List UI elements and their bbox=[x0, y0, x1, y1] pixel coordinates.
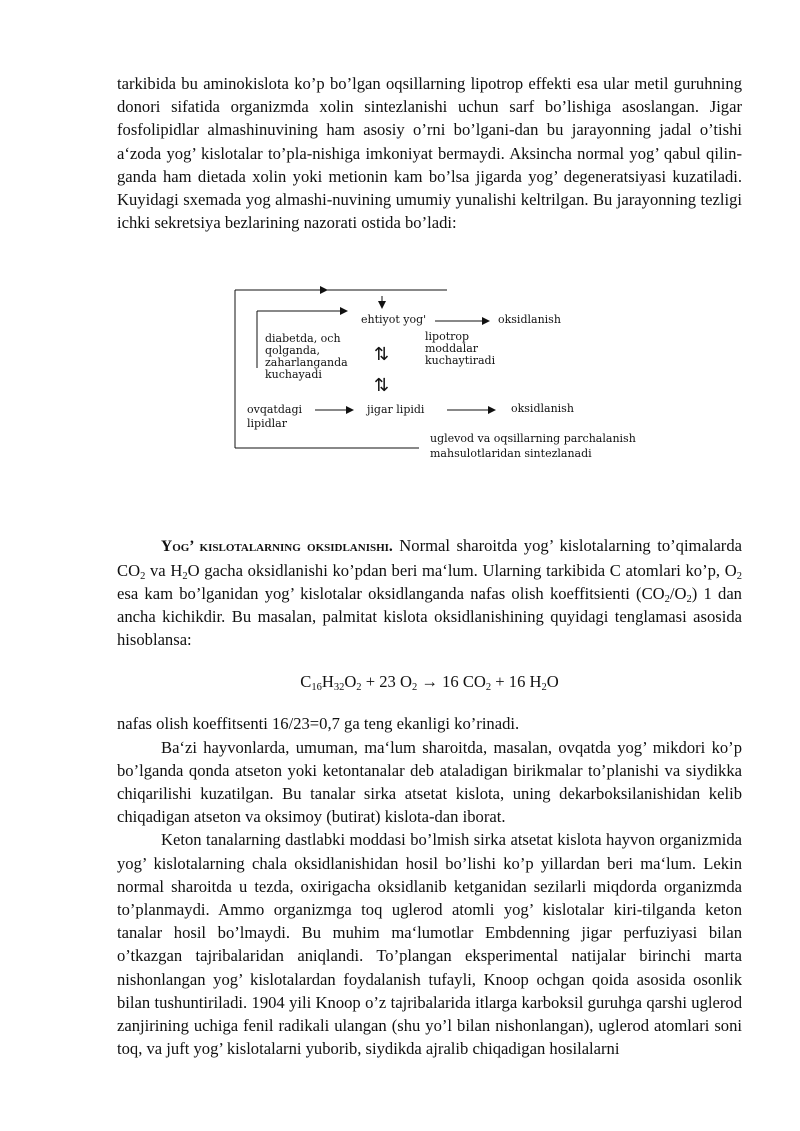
section-text-e: /O bbox=[669, 583, 687, 603]
eq-arrow: → bbox=[417, 672, 443, 692]
eq-o2-sub: 2 bbox=[411, 682, 418, 694]
eq-h: H bbox=[321, 672, 334, 692]
section-text-c: O gacha oksidlanishi ko’pdan beri ma‘lum. Ularning tarkibida C atomlari ko’p, O bbox=[187, 560, 737, 580]
diabetes-line-3: zaharlanganda bbox=[265, 356, 348, 370]
subscript: 2 bbox=[140, 570, 146, 582]
eq-water-o: O bbox=[546, 672, 559, 692]
document-page bbox=[117, 72, 742, 1060]
synthesis-line-2: mahsulotlaridan sintezlanadi bbox=[430, 447, 592, 461]
oxidation-top-label: oksidlanish bbox=[498, 313, 561, 327]
liver-lipid-label: jigar lipidi bbox=[367, 403, 425, 417]
reserve-fat-label: ehtiyot yog' bbox=[361, 313, 427, 327]
fat-metabolism-diagram bbox=[117, 248, 742, 518]
subscript: 2 bbox=[664, 593, 670, 605]
synthesis-line-1: uglevod va oqsillarning parchalanish bbox=[430, 432, 636, 446]
section-text-d: esa kam bo’lganidan yog’ kislotalar oksidlanganda nafas olish koeffitsienti (CO bbox=[117, 583, 665, 603]
food-lipids-line-1: ovqatdagi bbox=[247, 403, 303, 417]
eq-co2-sub: 2 bbox=[485, 682, 492, 694]
subscript: 2 bbox=[736, 570, 742, 582]
double-arrow-lower-icon: ⇅ bbox=[374, 375, 390, 397]
eq-c-sub: 16 bbox=[311, 682, 322, 694]
eq-h-sub: 32 bbox=[333, 682, 345, 694]
intro-paragraph: tarkibida bu aminokislota ko’p bo’lgan oqsillarning lipotrop effekti esa ular metil guruhning donori sifatida organizmda xolin sintezlanishi uchun sarf bo’lishiga asoslangan. Jigar fosfolipidlar almashinuvining ham asosiy o’rni bo’lgani-dan bu jarayonning jadal o’tishi a‘zoda yog’ kislotalar to’pla-nishiga imkoniyat bermaydi. Aksincha normal yog’ qabul qilin-ganda ham dietada xolin yoki metionin kam bo’lsa jigarda yog’ degeneratsiyasi kuzatiladi. Kuyidagi sxemada yog almashi-nuvining umumiy yunalishi keltrilgan. Bu jarayonning tezligi ichki sekretsiya bezlarining nazorati ostida bo’ladi: bbox=[117, 74, 742, 233]
knoop-paragraph: Keton tanalarning dastlabki moddasi bo’lmish sirka atsetat kislota hayvon organizmida yog’ kislotalarning chala oksidlanishidan hosil bo’lishi ko’p yillardan beri ma‘lum. Lekin normal sharoitda u tezda, oxirigacha oksidlanib ketganidan sezilarli miqdorda organizmda to’planmaydi. Ammo organizmga toq uglerod atomli yog’ kislotalar kiri-tilganda keton tanalar hosil bo’lmaydi. Bu muhim ma‘lumotlar Embdenning jigar perfuziyasi bilan o’tkazgan tajribalaridan aniqlandi. To’plangan eksperimental natijalar birinchi marta nishonlangan yog’ kislotalardan foydalanish tufayli, Knoop ochgan qoida asosida osonlik bilan tushuntiriladi. 1904 yili Knoop o’z tajribalarida itlarga karboksil guruhga qarshi uglerod zanjirining uchiga fenil radikali ulangan (shu yo’l bilan nishonlangan), uglerod atomlari soni toq, va juft yog’ kislotalarni yuborib, siydikda ajralib chiqadigan hosilalarni bbox=[117, 830, 742, 1059]
diagram-canvas bbox=[117, 248, 742, 518]
eq-h2-sub: 2 bbox=[541, 682, 547, 694]
subscript: 2 bbox=[182, 570, 188, 582]
diabetes-line-2: qolganda, bbox=[265, 344, 320, 358]
eq-co2: 16 CO bbox=[442, 672, 486, 692]
eq-o: O bbox=[344, 672, 357, 692]
diabetes-line-1: diabetda, och bbox=[265, 332, 341, 346]
ketone-paragraph: Ba‘zi hayvonlarda, umuman, ma‘lum sharoitda, masalan, ovqatda yog’ mikdori ko’p bo’lganda qonda atseton yoki ketontanalar deb ataladigan birikmalar to’planishi va siydikka chiqarilishi kuzatilgan. Bu tanalar sirka atsetat kislota, uning dekarboksilanishidan kelib chiqadigan atseton va oksimoy (butirat) kislota-dan iborat. bbox=[117, 737, 742, 827]
after-equation-paragraph: nafas olish koeffitsenti 16/23=0,7 ga teng ekanligi ko’rinadi. bbox=[117, 714, 520, 734]
eq-o-sub: 2 bbox=[356, 682, 362, 694]
double-arrow-upper-icon: ⇅ bbox=[374, 344, 390, 366]
section-text-b: va H bbox=[145, 560, 183, 580]
section-text-f: ) 1 dan ancha kichikdir. Bu masalan, palmitat kislota oksidlanishining quyidagi tenglamasi asosida hisoblansa: bbox=[117, 583, 742, 650]
diabetes-line-4: kuchayadi bbox=[265, 368, 322, 382]
section-heading: Yog’ kislotalarning oksidlanishi. bbox=[161, 538, 393, 556]
lipotrop-line-1: lipotrop bbox=[425, 330, 470, 344]
eq-oxygen: + 23 O bbox=[361, 672, 412, 692]
eq-c: C bbox=[300, 672, 312, 692]
oxidation-bottom-label: oksidlanish bbox=[511, 402, 574, 416]
eq-water: + 16 H bbox=[491, 672, 542, 692]
section-text-a: Normal sharoitda yog’ kislotalarning to’qimalarda CO bbox=[117, 536, 742, 580]
food-lipids-line-2: lipidlar bbox=[247, 417, 287, 431]
section-paragraph bbox=[117, 534, 742, 651]
subscript: 2 bbox=[686, 593, 692, 605]
lipotrop-line-2: moddalar bbox=[425, 342, 479, 356]
palmitate-equation bbox=[117, 670, 742, 693]
lipotrop-line-3: kuchaytiradi bbox=[425, 354, 496, 368]
